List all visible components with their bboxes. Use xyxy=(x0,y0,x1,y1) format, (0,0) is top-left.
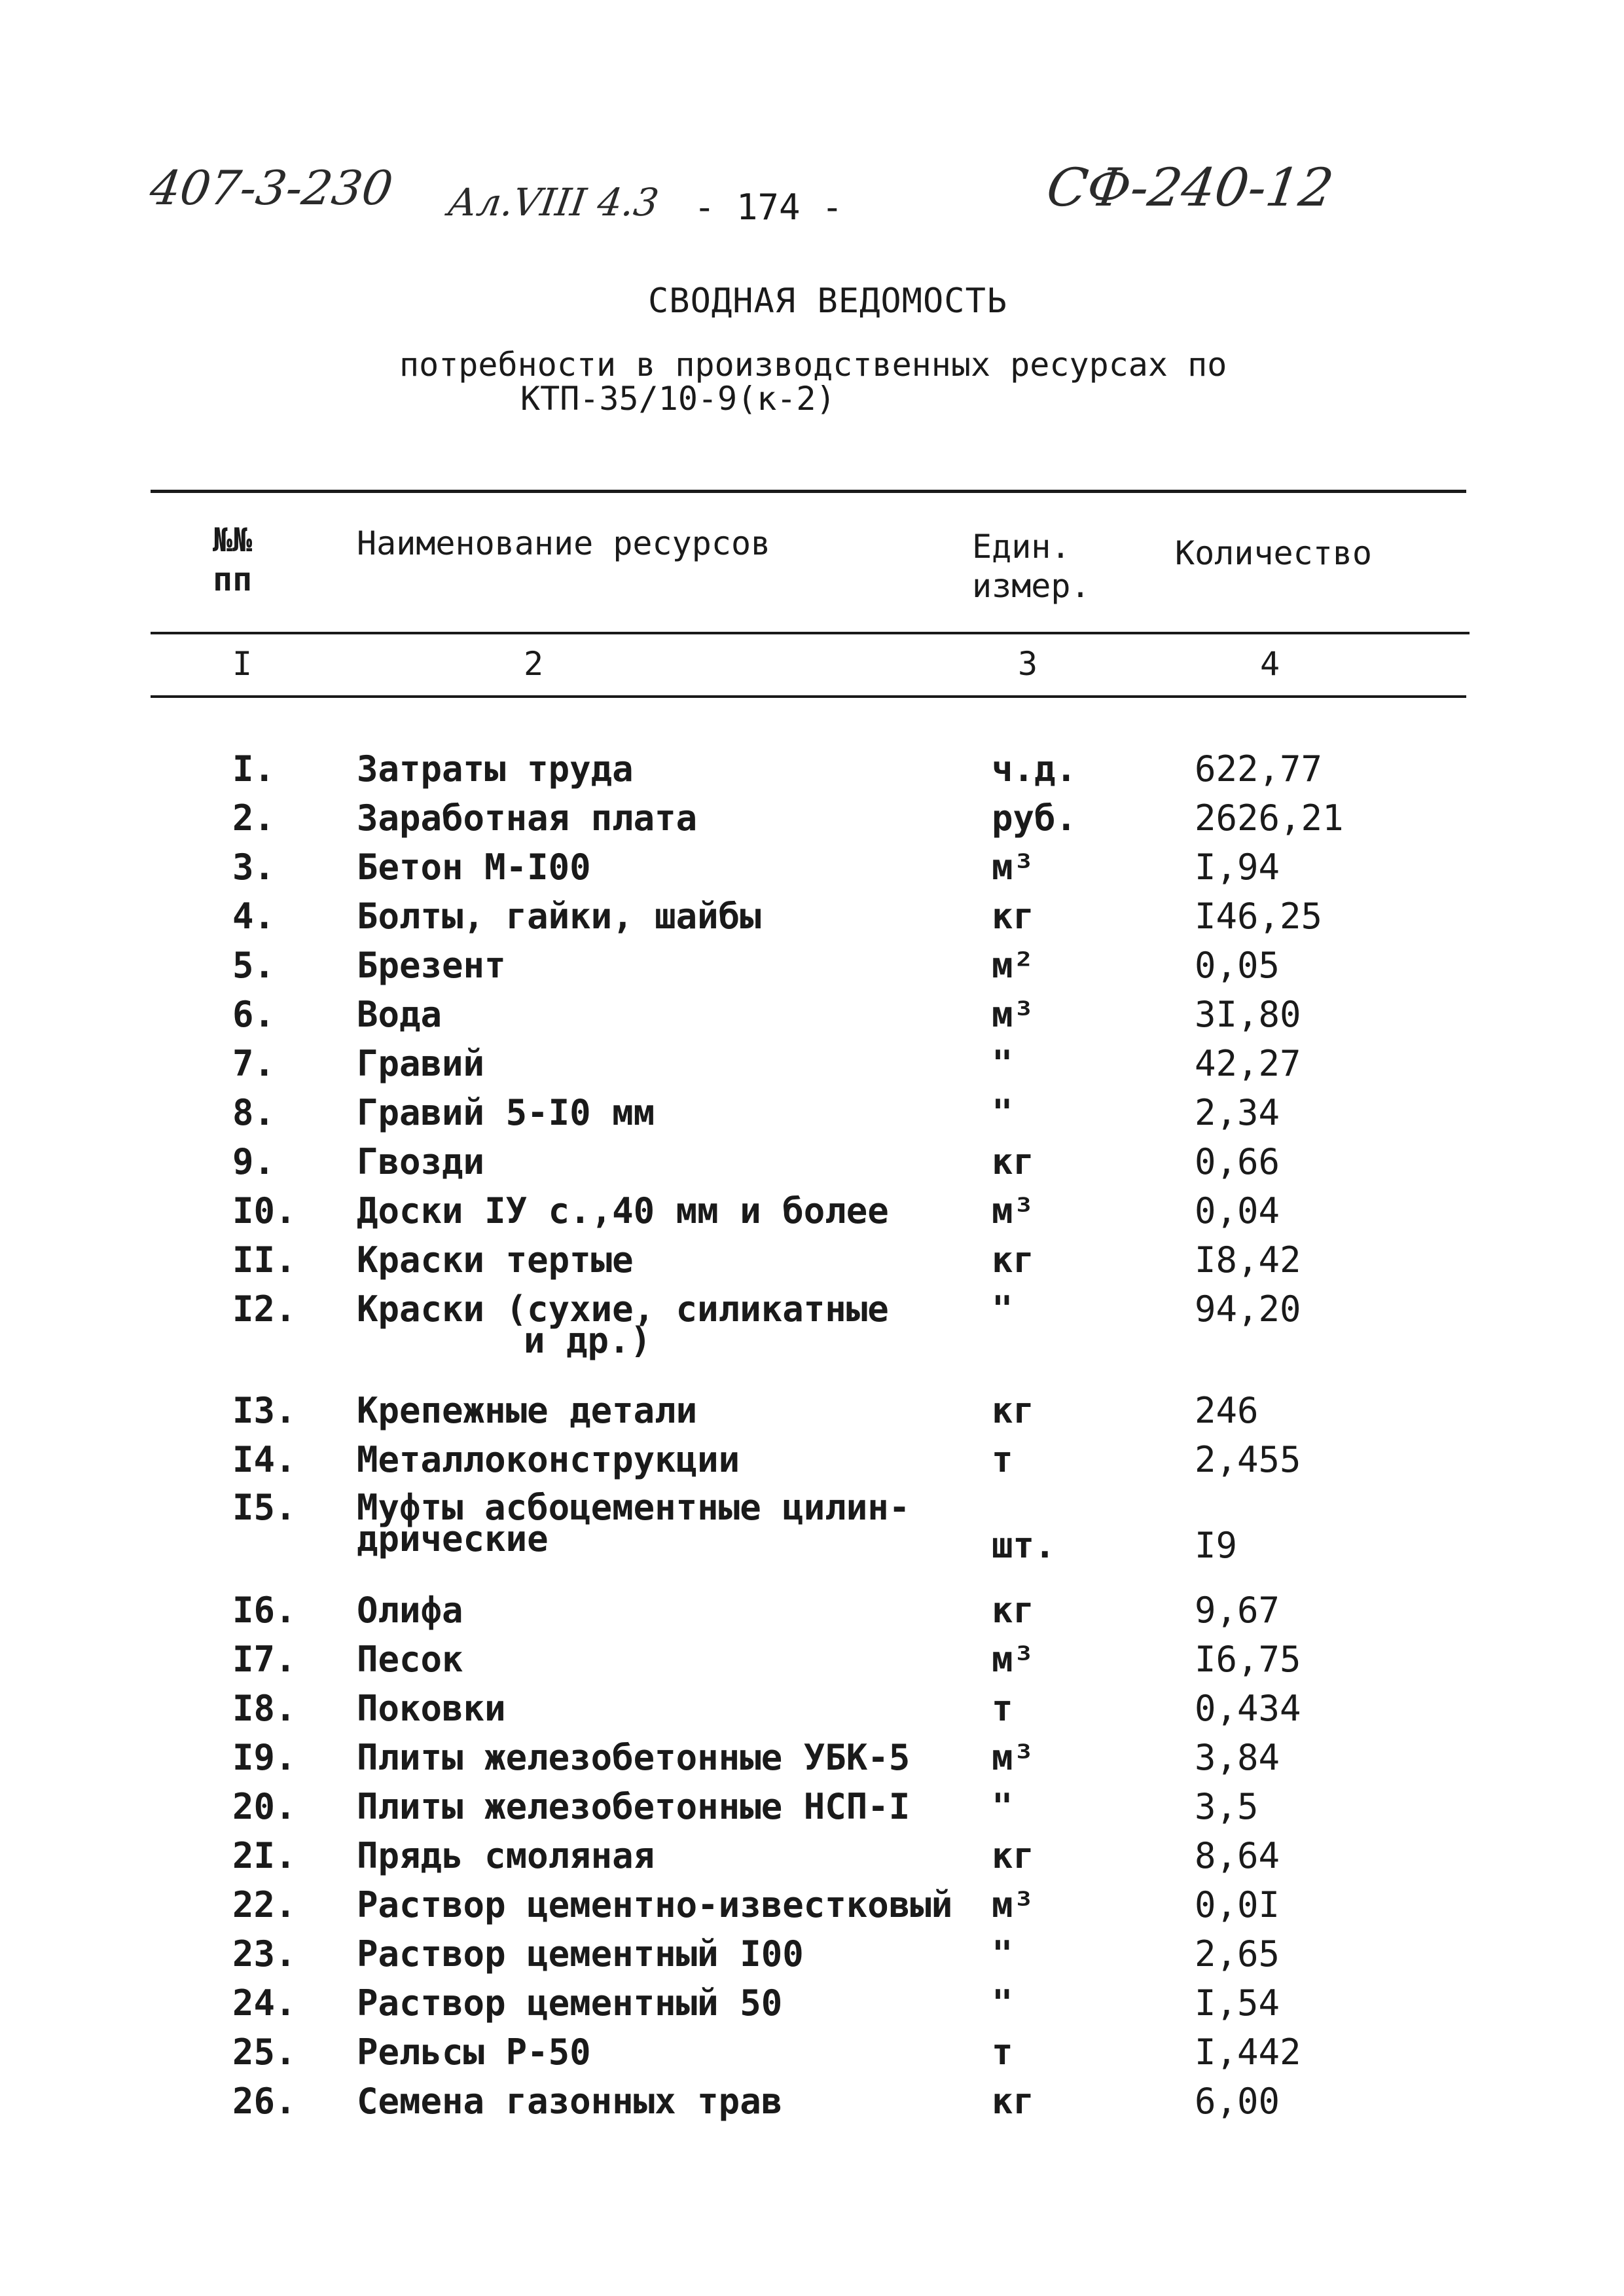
col-number-2: 2 xyxy=(524,645,544,683)
quantity: 0,0I xyxy=(1195,1884,1280,1925)
resource-name-continued: дрические xyxy=(357,1518,549,1559)
resource-name: Семена газонных трав xyxy=(357,2081,783,2122)
row-number: 6. xyxy=(232,994,276,1035)
row-number: 3. xyxy=(232,847,276,888)
table-colnum-rule-right xyxy=(1067,695,1466,698)
row-number: I0. xyxy=(232,1190,297,1231)
unit: м³ xyxy=(992,1639,1035,1680)
quantity: 3,84 xyxy=(1195,1737,1280,1778)
row-number: I4. xyxy=(232,1439,297,1480)
row-number: I9. xyxy=(232,1737,297,1778)
unit: руб. xyxy=(992,797,1077,839)
col-header-unit-line2: измер. xyxy=(972,567,1091,605)
row-number: 25. xyxy=(232,2032,297,2073)
resource-name: Гвозди xyxy=(357,1141,485,1182)
quantity: I,442 xyxy=(1195,2032,1301,2073)
document-subtitle-object: КТП-35/10-9(к-2) xyxy=(520,380,836,418)
quantity: 2626,21 xyxy=(1195,797,1344,839)
unit: шт. xyxy=(992,1525,1056,1566)
row-number: 2I. xyxy=(232,1835,297,1876)
row-number: II. xyxy=(232,1239,297,1281)
resource-name: Гравий 5-I0 мм xyxy=(357,1092,655,1133)
resource-name: Затраты труда xyxy=(357,748,634,790)
unit: кг xyxy=(992,1390,1035,1431)
unit: кг xyxy=(992,1835,1035,1876)
resource-name: Брезент xyxy=(357,945,506,986)
row-number: 20. xyxy=(232,1786,297,1827)
quantity: 2,34 xyxy=(1195,1092,1280,1133)
col-header-no-line1: №№ xyxy=(213,521,253,559)
row-number: 23. xyxy=(232,1933,297,1975)
unit: кг xyxy=(992,1239,1035,1281)
resource-name: Краски тертые xyxy=(357,1239,634,1281)
unit: кг xyxy=(992,2081,1035,2122)
unit: м³ xyxy=(992,994,1035,1035)
quantity: 2,455 xyxy=(1195,1439,1301,1480)
handwritten-code-left: 407-3-230 xyxy=(147,160,397,215)
resource-name: Раствор цементный 50 xyxy=(357,1982,783,2024)
resource-name: Рельсы Р-50 xyxy=(357,2032,591,2073)
resource-name: Олифа xyxy=(357,1590,463,1631)
quantity: 3,5 xyxy=(1195,1786,1259,1827)
unit: " xyxy=(992,1933,1013,1975)
unit: " xyxy=(992,1043,1013,1084)
unit: м³ xyxy=(992,847,1035,888)
resource-name: Плиты железобетонные НСП-I xyxy=(357,1786,911,1827)
resource-name: Краски (сухие, силикатные xyxy=(357,1288,889,1330)
quantity: I,54 xyxy=(1195,1982,1280,2024)
row-number: 26. xyxy=(232,2081,297,2122)
resource-name: Крепежные детали xyxy=(357,1390,698,1431)
row-number: 4. xyxy=(232,896,276,937)
resource-name: Раствор цементно-известковый xyxy=(357,1884,953,1925)
handwritten-sheet-ref: Ал.VIII 4.3 xyxy=(445,180,662,225)
quantity: 9,67 xyxy=(1195,1590,1280,1631)
quantity: 0,05 xyxy=(1195,945,1280,986)
table-top-rule xyxy=(151,490,1466,493)
resource-name: Вода xyxy=(357,994,442,1035)
quantity: 6,00 xyxy=(1195,2081,1280,2122)
unit: м³ xyxy=(992,1190,1035,1231)
unit: т xyxy=(992,1688,1013,1729)
document-subtitle: потребности в производственных ресурсах по xyxy=(399,346,1227,384)
table-colnum-rule-left xyxy=(151,695,1067,698)
row-number: 9. xyxy=(232,1141,276,1182)
row-number: I6. xyxy=(232,1590,297,1631)
row-number: I2. xyxy=(232,1288,297,1330)
row-number: I3. xyxy=(232,1390,297,1431)
quantity: I46,25 xyxy=(1195,896,1323,937)
resource-name: Раствор цементный I00 xyxy=(357,1933,804,1975)
quantity: 94,20 xyxy=(1195,1288,1301,1330)
unit: кг xyxy=(992,1590,1035,1631)
quantity: 0,434 xyxy=(1195,1688,1301,1729)
col-number-3: 3 xyxy=(1018,645,1038,683)
document-title: СВОДНАЯ ВЕДОМОСТЬ xyxy=(648,282,1008,321)
row-number: 8. xyxy=(232,1092,276,1133)
resource-name: Болты, гайки, шайбы xyxy=(357,896,761,937)
unit: м² xyxy=(992,945,1035,986)
col-header-name: Наименование ресурсов xyxy=(357,524,771,562)
quantity: I8,42 xyxy=(1195,1239,1301,1281)
quantity: 42,27 xyxy=(1195,1043,1301,1084)
unit: кг xyxy=(992,896,1035,937)
resource-name: Поковки xyxy=(357,1688,506,1729)
row-number: I. xyxy=(232,748,276,790)
unit: м³ xyxy=(992,1884,1035,1925)
unit: " xyxy=(992,1786,1013,1827)
row-number: 22. xyxy=(232,1884,297,1925)
unit: м³ xyxy=(992,1737,1035,1778)
quantity: I9 xyxy=(1195,1525,1238,1566)
row-number: 24. xyxy=(232,1982,297,2024)
quantity: I6,75 xyxy=(1195,1639,1301,1680)
quantity: 2,65 xyxy=(1195,1933,1280,1975)
resource-name: Плиты железобетонные УБК-5 xyxy=(357,1737,911,1778)
resource-name: Доски IУ с.,40 мм и более xyxy=(357,1190,889,1231)
row-number: I8. xyxy=(232,1688,297,1729)
col-header-unit xyxy=(972,527,1091,606)
quantity: 622,77 xyxy=(1195,748,1323,790)
col-number-1: I xyxy=(232,645,253,683)
unit: " xyxy=(992,1092,1013,1133)
row-number: 7. xyxy=(232,1043,276,1084)
unit: " xyxy=(992,1982,1013,2024)
resource-table-body xyxy=(0,740,1624,2180)
resource-name: Прядь смоляная xyxy=(357,1835,655,1876)
quantity: 3I,80 xyxy=(1195,994,1301,1035)
quantity: 0,04 xyxy=(1195,1190,1280,1231)
quantity: 0,66 xyxy=(1195,1141,1280,1182)
row-number: 5. xyxy=(232,945,276,986)
resource-name: Муфты асбоцементные цилин- xyxy=(357,1487,911,1528)
unit: т xyxy=(992,2032,1013,2073)
unit: кг xyxy=(992,1141,1035,1182)
col-header-no xyxy=(213,520,252,599)
unit: ч.д. xyxy=(992,748,1077,790)
resource-name: Заработная плата xyxy=(357,797,698,839)
resource-name: Бетон М-I00 xyxy=(357,847,591,888)
resource-name: Металлоконструкции xyxy=(357,1439,740,1480)
col-number-4: 4 xyxy=(1260,645,1280,683)
resource-name-continued: и др.) xyxy=(524,1320,652,1361)
quantity: 246 xyxy=(1195,1390,1259,1431)
quantity: 8,64 xyxy=(1195,1835,1280,1876)
unit: т xyxy=(992,1439,1013,1480)
page-number: - 174 - xyxy=(694,187,843,228)
col-header-unit-line1: Един. xyxy=(972,528,1071,566)
row-number: 2. xyxy=(232,797,276,839)
table-header-rule xyxy=(151,632,1470,634)
col-header-no-line2: пп xyxy=(213,560,253,598)
resource-name: Песок xyxy=(357,1639,463,1680)
col-header-qty: Количество xyxy=(1175,534,1373,572)
row-number: I5. xyxy=(232,1487,297,1528)
quantity: I,94 xyxy=(1195,847,1280,888)
resource-name: Гравий xyxy=(357,1043,485,1084)
handwritten-code-right: СФ-240-12 xyxy=(1043,157,1337,218)
unit: " xyxy=(992,1288,1013,1330)
row-number: I7. xyxy=(232,1639,297,1680)
